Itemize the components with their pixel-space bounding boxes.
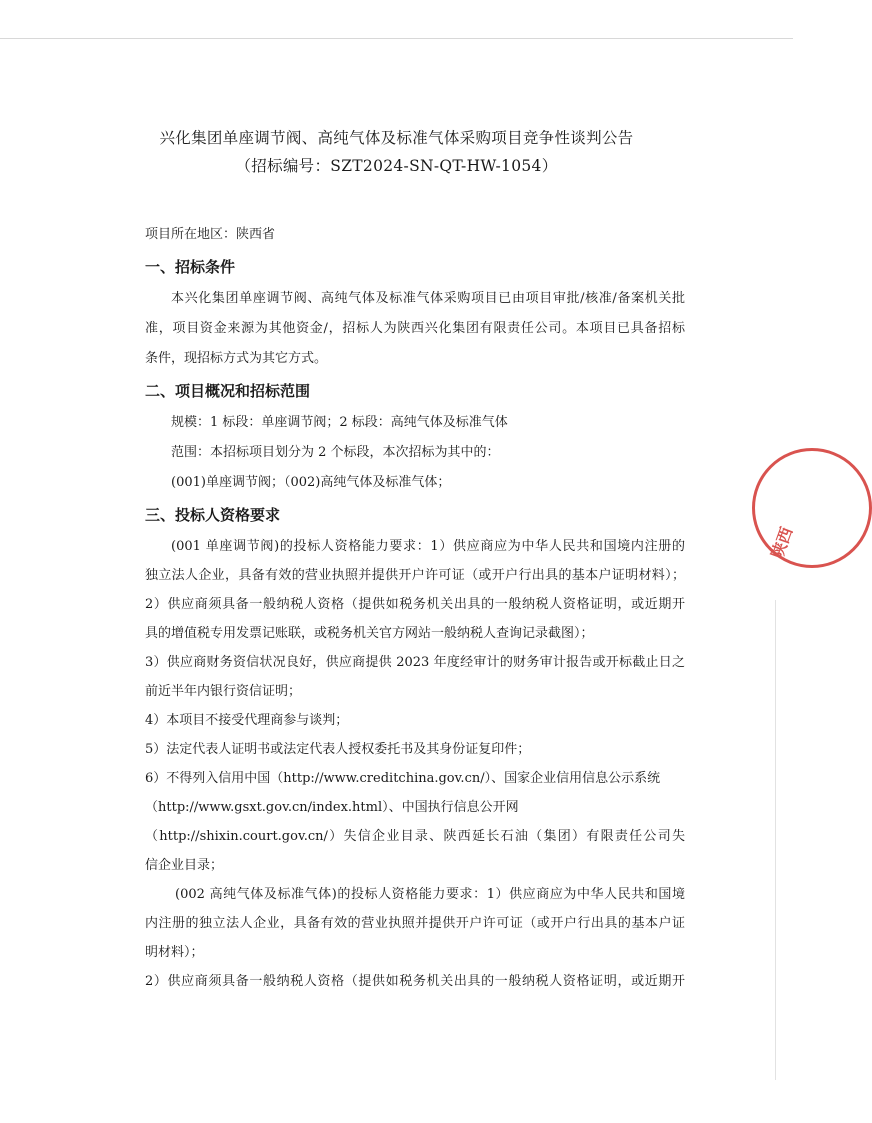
red-seal-stamp	[752, 448, 872, 568]
section2-scale: 规模：1 标段：单座调节阀；2 标段：高纯气体及标准气体	[171, 415, 508, 430]
lot1-line: 信企业目录；	[145, 858, 224, 873]
lot2-line: 2）供应商须具备一般纳税人资格（提供如税务机关出具的一般纳税人资格证明，或近期开	[145, 974, 685, 989]
lot1-line: 6）不得列入信用中国（http://www.creditchina.gov.cn/）、国家企业信用信息公示系统	[145, 771, 661, 786]
seal-text: 陕西	[767, 524, 797, 562]
lot1-line: 2）供应商须具备一般纳税人资格（提供如税务机关出具的一般纳税人资格证明，或近期开	[145, 597, 685, 612]
title-line-2: （招标编号：SZT2024-SN-QT-HW-1054）	[235, 157, 558, 175]
document-body	[145, 220, 685, 996]
section2-scope: 范围：本招标项目划分为 2 个标段，本次招标为其中的：	[171, 445, 500, 460]
lot2-line: (002 高纯气体及标准气体)的投标人资格能力要求：1）供应商应为中华人民共和国境	[175, 887, 685, 902]
lot1-line: 具的增值税专用发票记账联，或税务机关官方网站一般纳税人查询记录截图）；	[145, 626, 594, 641]
section-heading-3: 三、投标人资格要求	[145, 506, 281, 524]
section1-line-3: 条件，现招标方式为其它方式。	[145, 351, 328, 366]
section1-line-1: 本兴化集团单座调节阀、高纯气体及标准气体采购项目已由项目审批/核准/备案机关批	[171, 291, 685, 306]
scan-right-edge	[775, 600, 776, 1080]
lot1-line: 前近半年内银行资信证明；	[145, 684, 302, 699]
lot2-line: 明材料）；	[145, 945, 204, 960]
lot2-line: 内注册的独立法人企业，具备有效的营业执照并提供开户许可证（或开户行出具的基本户证	[145, 916, 685, 931]
lot1-line: 3）供应商财务资信状况良好，供应商提供 2023 年度经审计的财务审计报告或开标截止日之	[145, 655, 685, 670]
scan-top-edge	[0, 38, 793, 39]
lot1-line: （http://www.gsxt.gov.cn/index.html）、中国执行信息公开网	[145, 800, 519, 815]
section1-line-2: 准，项目资金来源为其他资金/，招标人为陕西兴化集团有限责任公司。本项目已具备招标	[145, 321, 685, 336]
announcement-title	[0, 124, 793, 180]
title-line-1: 兴化集团单座调节阀、高纯气体及标准气体采购项目竞争性谈判公告	[159, 129, 634, 147]
lot1-line: （http://shixin.court.gov.cn/）失信企业目录、陕西延长石油（集团）有限责任公司失	[145, 829, 685, 844]
lot1-line: 4）本项目不接受代理商参与谈判；	[145, 713, 349, 728]
lot1-line: 独立法人企业，具备有效的营业执照并提供开户许可证（或开户行出具的基本户证明材料）；	[145, 568, 685, 583]
section-heading-2: 二、项目概况和招标范围	[145, 382, 311, 400]
section-heading-1: 一、招标条件	[145, 258, 236, 276]
lot1-line: (001 单座调节阀)的投标人资格能力要求：1）供应商应为中华人民共和国境内注册的	[171, 539, 685, 554]
section2-lots: (001)单座调节阀；（002)高纯气体及标准气体；	[171, 475, 451, 490]
project-region: 项目所在地区：陕西省	[145, 227, 276, 242]
lot1-line: 5）法定代表人证明书或法定代表人授权委托书及其身份证复印件；	[145, 742, 531, 757]
